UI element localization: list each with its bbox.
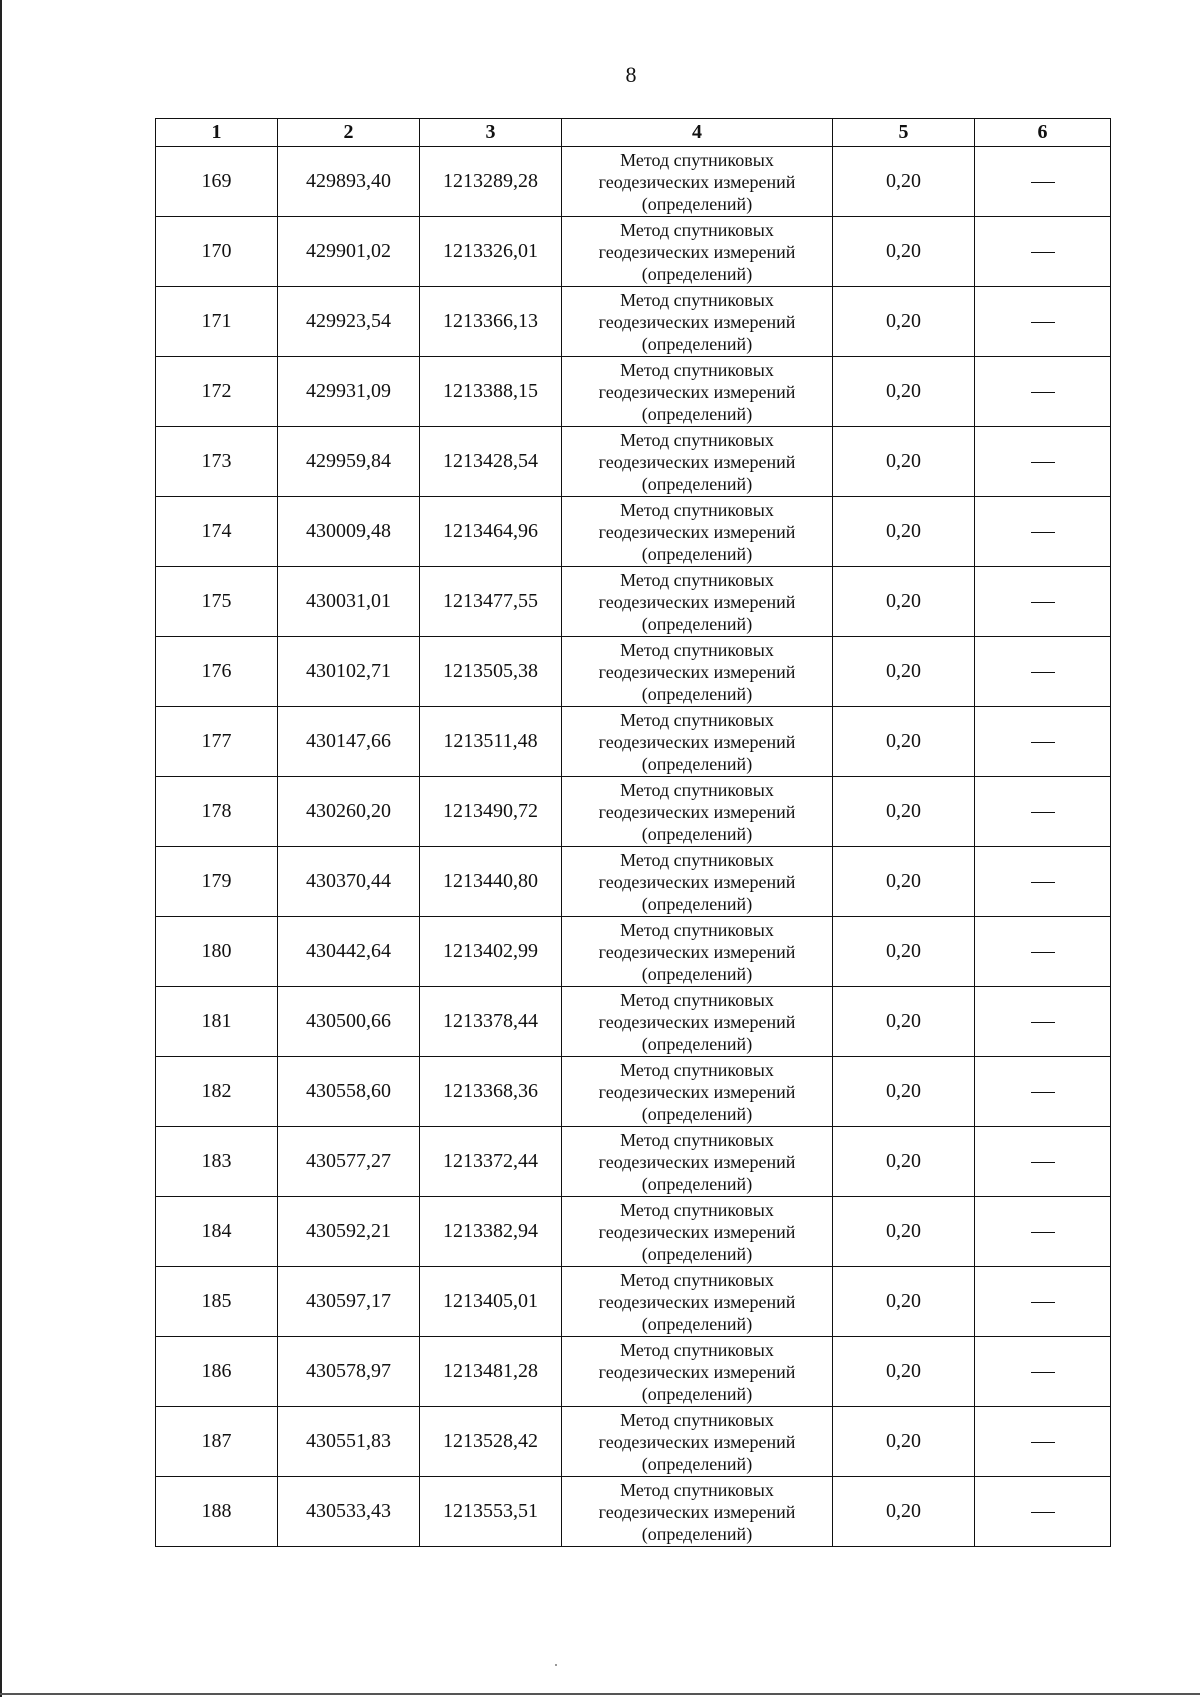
y-coordinate-cell: 1213368,36 [420, 1057, 562, 1127]
note-dash [1031, 1232, 1055, 1233]
table-row [156, 1127, 1111, 1197]
point-number-cell: 169 [156, 147, 278, 217]
note-dash [1031, 742, 1055, 743]
note-cell [975, 567, 1111, 637]
accuracy-cell: 0,20 [833, 217, 975, 287]
table-row [156, 147, 1111, 217]
method-line: (определений) [641, 683, 753, 704]
accuracy-cell: 0,20 [833, 147, 975, 217]
y-coordinate-cell: 1213388,15 [420, 357, 562, 427]
x-coordinate-cell: 430500,66 [278, 987, 420, 1057]
method-line: Метод спутниковых [620, 919, 774, 940]
header-row [156, 119, 1111, 147]
method-line: Метод спутниковых [620, 1479, 774, 1500]
method-cell [562, 707, 833, 777]
method-line: Метод спутниковых [620, 359, 774, 380]
point-number-cell: 174 [156, 497, 278, 567]
method-line: Метод спутниковых [620, 499, 774, 520]
y-coordinate-cell: 1213511,48 [420, 707, 562, 777]
note-cell [975, 147, 1111, 217]
note-cell [975, 1057, 1111, 1127]
column-header-2: 2 [278, 119, 420, 147]
method-line: геодезических измерений [598, 171, 796, 192]
method-cell [562, 287, 833, 357]
x-coordinate-cell: 430260,20 [278, 777, 420, 847]
table-row [156, 987, 1111, 1057]
method-line: Метод спутниковых [620, 1059, 774, 1080]
note-dash [1031, 252, 1055, 253]
x-coordinate-cell: 429901,02 [278, 217, 420, 287]
accuracy-cell: 0,20 [833, 497, 975, 567]
accuracy-cell: 0,20 [833, 287, 975, 357]
method-line: геодезических измерений [598, 1151, 796, 1172]
accuracy-cell: 0,20 [833, 847, 975, 917]
x-coordinate-cell: 430578,97 [278, 1337, 420, 1407]
note-cell [975, 1477, 1111, 1547]
note-cell [975, 917, 1111, 987]
note-dash [1031, 882, 1055, 883]
point-number-cell: 187 [156, 1407, 278, 1477]
method-line: геодезических измерений [598, 381, 796, 402]
method-line: геодезических измерений [598, 311, 796, 332]
note-cell [975, 217, 1111, 287]
method-line: (определений) [641, 1033, 753, 1054]
method-line: геодезических измерений [598, 1011, 796, 1032]
y-coordinate-cell: 1213372,44 [420, 1127, 562, 1197]
x-coordinate-cell: 429923,54 [278, 287, 420, 357]
x-coordinate-cell: 430558,60 [278, 1057, 420, 1127]
table-row [156, 1337, 1111, 1407]
scan-speck [555, 1664, 557, 1666]
page-bottom-border [0, 1693, 1200, 1695]
method-line: Метод спутниковых [620, 1129, 774, 1150]
point-number-cell: 183 [156, 1127, 278, 1197]
point-number-cell: 184 [156, 1197, 278, 1267]
method-line: (определений) [641, 1523, 753, 1544]
method-line: (определений) [641, 893, 753, 914]
accuracy-cell: 0,20 [833, 707, 975, 777]
point-number-cell: 180 [156, 917, 278, 987]
note-dash [1031, 1302, 1055, 1303]
note-cell [975, 1337, 1111, 1407]
note-cell [975, 357, 1111, 427]
x-coordinate-cell: 430592,21 [278, 1197, 420, 1267]
note-cell [975, 847, 1111, 917]
accuracy-cell: 0,20 [833, 1477, 975, 1547]
method-line: (определений) [641, 613, 753, 634]
note-cell [975, 1127, 1111, 1197]
y-coordinate-cell: 1213528,42 [420, 1407, 562, 1477]
method-line: геодезических измерений [598, 241, 796, 262]
method-line: (определений) [641, 263, 753, 284]
accuracy-cell: 0,20 [833, 1197, 975, 1267]
x-coordinate-cell: 430551,83 [278, 1407, 420, 1477]
y-coordinate-cell: 1213402,99 [420, 917, 562, 987]
note-dash [1031, 1022, 1055, 1023]
table-row [156, 567, 1111, 637]
method-cell [562, 847, 833, 917]
accuracy-cell: 0,20 [833, 987, 975, 1057]
note-dash [1031, 672, 1055, 673]
table-row [156, 1197, 1111, 1267]
note-dash [1031, 392, 1055, 393]
method-cell [562, 777, 833, 847]
method-line: Метод спутниковых [620, 1339, 774, 1360]
coordinates-table [155, 118, 1111, 1547]
note-dash [1031, 322, 1055, 323]
method-line: геодезических измерений [598, 521, 796, 542]
table-row [156, 777, 1111, 847]
method-cell [562, 217, 833, 287]
y-coordinate-cell: 1213553,51 [420, 1477, 562, 1547]
note-cell [975, 637, 1111, 707]
note-dash [1031, 1442, 1055, 1443]
note-dash [1031, 952, 1055, 953]
x-coordinate-cell: 429959,84 [278, 427, 420, 497]
table-row [156, 287, 1111, 357]
method-cell [562, 987, 833, 1057]
accuracy-cell: 0,20 [833, 1337, 975, 1407]
method-cell [562, 1267, 833, 1337]
method-cell [562, 1407, 833, 1477]
method-line: Метод спутниковых [620, 289, 774, 310]
table-row [156, 427, 1111, 497]
method-line: геодезических измерений [598, 1291, 796, 1312]
method-cell [562, 1127, 833, 1197]
note-cell [975, 497, 1111, 567]
point-number-cell: 186 [156, 1337, 278, 1407]
y-coordinate-cell: 1213378,44 [420, 987, 562, 1057]
accuracy-cell: 0,20 [833, 567, 975, 637]
table-row [156, 1477, 1111, 1547]
method-line: (определений) [641, 1383, 753, 1404]
method-line: Метод спутниковых [620, 149, 774, 170]
method-cell [562, 147, 833, 217]
x-coordinate-cell: 430533,43 [278, 1477, 420, 1547]
method-cell [562, 637, 833, 707]
table-row [156, 917, 1111, 987]
accuracy-cell: 0,20 [833, 637, 975, 707]
accuracy-cell: 0,20 [833, 917, 975, 987]
method-line: (определений) [641, 823, 753, 844]
note-dash [1031, 1372, 1055, 1373]
method-cell [562, 357, 833, 427]
method-line: (определений) [641, 753, 753, 774]
y-coordinate-cell: 1213477,55 [420, 567, 562, 637]
method-line: (определений) [641, 403, 753, 424]
x-coordinate-cell: 429931,09 [278, 357, 420, 427]
column-header-6: 6 [975, 119, 1111, 147]
y-coordinate-cell: 1213464,96 [420, 497, 562, 567]
accuracy-cell: 0,20 [833, 1407, 975, 1477]
table-body [156, 147, 1111, 1547]
note-cell [975, 287, 1111, 357]
x-coordinate-cell: 430577,27 [278, 1127, 420, 1197]
point-number-cell: 181 [156, 987, 278, 1057]
y-coordinate-cell: 1213505,38 [420, 637, 562, 707]
point-number-cell: 188 [156, 1477, 278, 1547]
point-number-cell: 175 [156, 567, 278, 637]
method-cell [562, 1477, 833, 1547]
method-cell [562, 1057, 833, 1127]
table-row [156, 637, 1111, 707]
table-row [156, 357, 1111, 427]
table-header [156, 119, 1111, 147]
x-coordinate-cell: 430370,44 [278, 847, 420, 917]
method-line: геодезических измерений [598, 941, 796, 962]
note-dash [1031, 532, 1055, 533]
method-line: (определений) [641, 333, 753, 354]
method-line: Метод спутниковых [620, 1409, 774, 1430]
note-dash [1031, 182, 1055, 183]
y-coordinate-cell: 1213405,01 [420, 1267, 562, 1337]
point-number-cell: 173 [156, 427, 278, 497]
x-coordinate-cell: 430147,66 [278, 707, 420, 777]
accuracy-cell: 0,20 [833, 427, 975, 497]
table-row [156, 1057, 1111, 1127]
column-header-5: 5 [833, 119, 975, 147]
method-line: (определений) [641, 1243, 753, 1264]
table-row [156, 847, 1111, 917]
x-coordinate-cell: 430009,48 [278, 497, 420, 567]
method-line: геодезических измерений [598, 1081, 796, 1102]
point-number-cell: 170 [156, 217, 278, 287]
method-cell [562, 1197, 833, 1267]
method-line: Метод спутниковых [620, 569, 774, 590]
method-line: Метод спутниковых [620, 1199, 774, 1220]
point-number-cell: 176 [156, 637, 278, 707]
point-number-cell: 171 [156, 287, 278, 357]
method-line: геодезических измерений [598, 1431, 796, 1452]
note-dash [1031, 1512, 1055, 1513]
point-number-cell: 182 [156, 1057, 278, 1127]
accuracy-cell: 0,20 [833, 1057, 975, 1127]
method-line: (определений) [641, 473, 753, 494]
method-line: Метод спутниковых [620, 1269, 774, 1290]
y-coordinate-cell: 1213289,28 [420, 147, 562, 217]
method-line: (определений) [641, 963, 753, 984]
x-coordinate-cell: 430031,01 [278, 567, 420, 637]
point-number-cell: 177 [156, 707, 278, 777]
method-line: (определений) [641, 1453, 753, 1474]
method-line: (определений) [641, 543, 753, 564]
note-dash [1031, 1162, 1055, 1163]
method-cell [562, 427, 833, 497]
method-line: Метод спутниковых [620, 219, 774, 240]
method-line: геодезических измерений [598, 1221, 796, 1242]
note-dash [1031, 462, 1055, 463]
accuracy-cell: 0,20 [833, 777, 975, 847]
point-number-cell: 172 [156, 357, 278, 427]
method-line: (определений) [641, 1103, 753, 1124]
y-coordinate-cell: 1213440,80 [420, 847, 562, 917]
method-line: геодезических измерений [598, 591, 796, 612]
method-line: (определений) [641, 1313, 753, 1334]
x-coordinate-cell: 430102,71 [278, 637, 420, 707]
table-row [156, 1407, 1111, 1477]
y-coordinate-cell: 1213428,54 [420, 427, 562, 497]
method-cell [562, 497, 833, 567]
note-cell [975, 427, 1111, 497]
point-number-cell: 185 [156, 1267, 278, 1337]
table-row [156, 217, 1111, 287]
column-header-3: 3 [420, 119, 562, 147]
accuracy-cell: 0,20 [833, 1267, 975, 1337]
method-line: Метод спутниковых [620, 779, 774, 800]
y-coordinate-cell: 1213481,28 [420, 1337, 562, 1407]
column-header-1: 1 [156, 119, 278, 147]
accuracy-cell: 0,20 [833, 1127, 975, 1197]
method-line: геодезических измерений [598, 1361, 796, 1382]
y-coordinate-cell: 1213366,13 [420, 287, 562, 357]
point-number-cell: 179 [156, 847, 278, 917]
accuracy-cell: 0,20 [833, 357, 975, 427]
table-row [156, 707, 1111, 777]
note-cell [975, 707, 1111, 777]
note-cell [975, 1407, 1111, 1477]
page-number: 8 [625, 62, 637, 87]
y-coordinate-cell: 1213326,01 [420, 217, 562, 287]
y-coordinate-cell: 1213382,94 [420, 1197, 562, 1267]
note-dash [1031, 1092, 1055, 1093]
method-line: Метод спутниковых [620, 429, 774, 450]
method-line: (определений) [641, 193, 753, 214]
method-line: Метод спутниковых [620, 709, 774, 730]
y-coordinate-cell: 1213490,72 [420, 777, 562, 847]
method-line: Метод спутниковых [620, 989, 774, 1010]
method-cell [562, 567, 833, 637]
note-cell [975, 987, 1111, 1057]
x-coordinate-cell: 430442,64 [278, 917, 420, 987]
column-header-4: 4 [562, 119, 833, 147]
method-line: геодезических измерений [598, 731, 796, 752]
page-left-border [0, 0, 2, 1697]
method-cell [562, 1337, 833, 1407]
note-cell [975, 1197, 1111, 1267]
x-coordinate-cell: 429893,40 [278, 147, 420, 217]
method-line: геодезических измерений [598, 1501, 796, 1522]
note-cell [975, 777, 1111, 847]
note-cell [975, 1267, 1111, 1337]
note-dash [1031, 812, 1055, 813]
table-row [156, 1267, 1111, 1337]
method-line: геодезических измерений [598, 451, 796, 472]
method-cell [562, 917, 833, 987]
method-line: Метод спутниковых [620, 849, 774, 870]
x-coordinate-cell: 430597,17 [278, 1267, 420, 1337]
method-line: геодезических измерений [598, 871, 796, 892]
method-line: геодезических измерений [598, 661, 796, 682]
method-line: (определений) [641, 1173, 753, 1194]
method-line: геодезических измерений [598, 801, 796, 822]
table-row [156, 497, 1111, 567]
point-number-cell: 178 [156, 777, 278, 847]
note-dash [1031, 602, 1055, 603]
method-line: Метод спутниковых [620, 639, 774, 660]
